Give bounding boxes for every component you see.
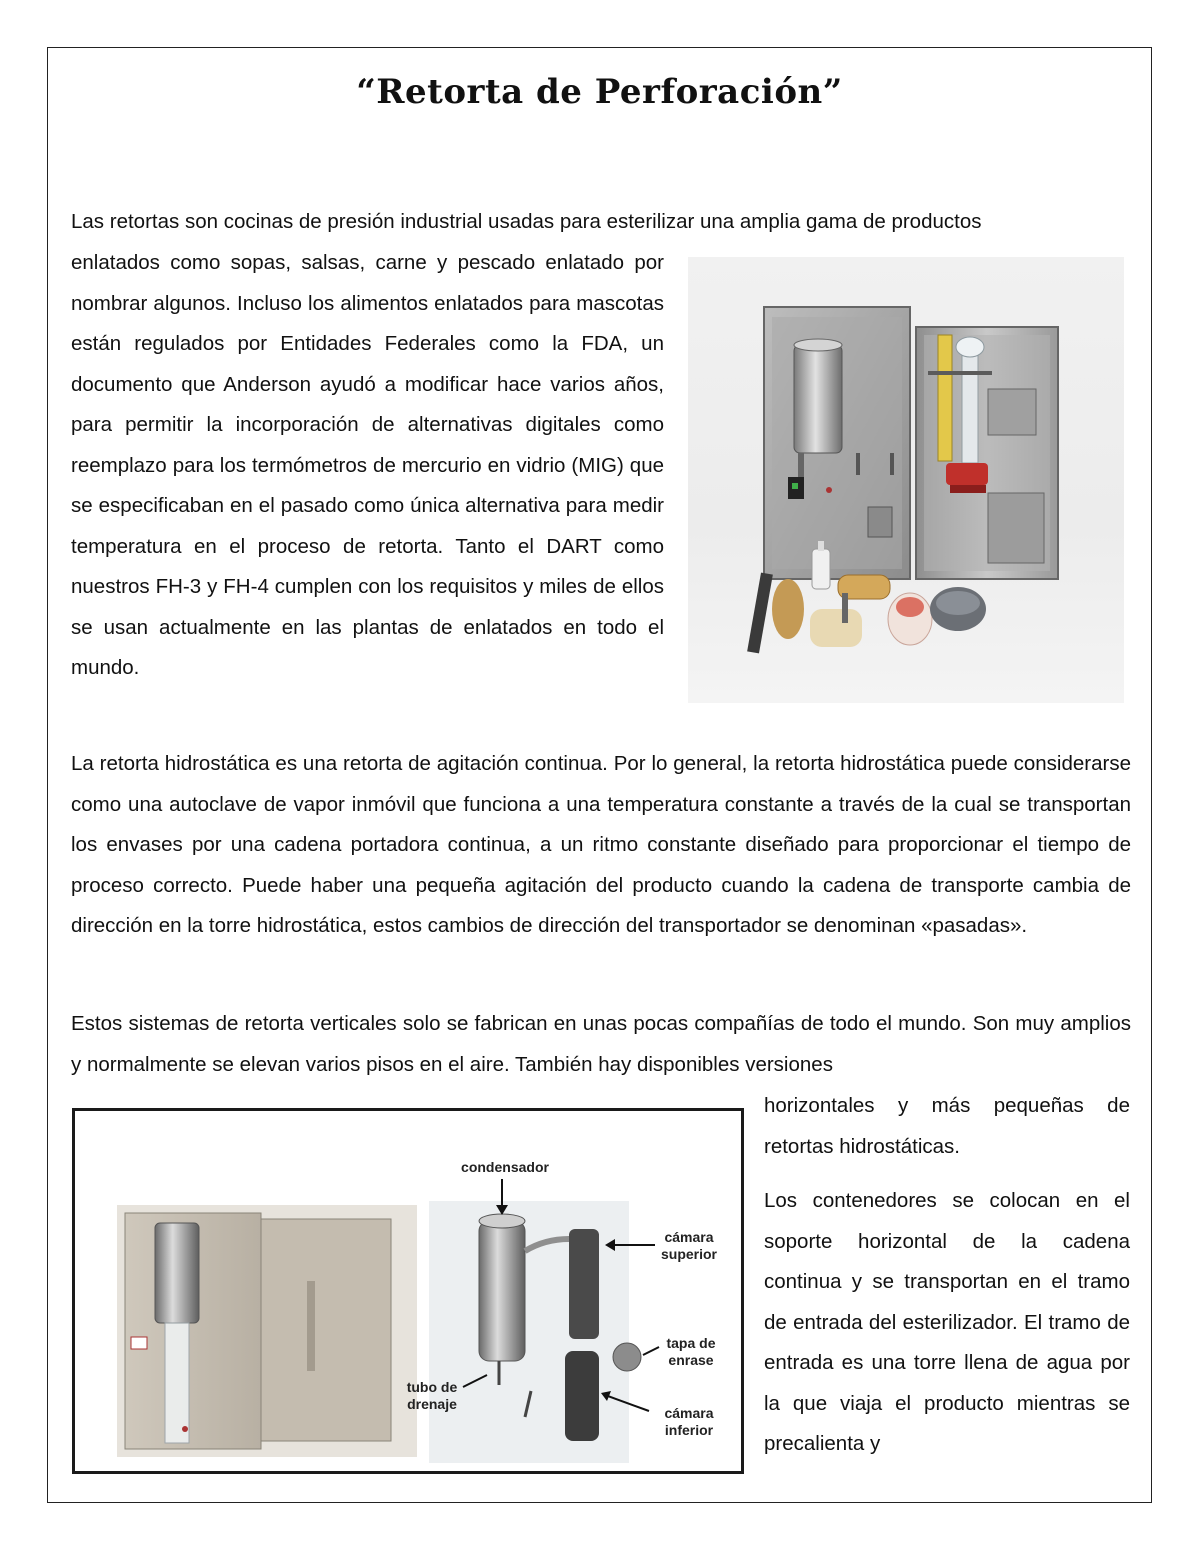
label-camara-inferior: cámara inferior bbox=[664, 1405, 714, 1438]
document-title: “Retorta de Perforación” bbox=[356, 72, 843, 112]
paragraph-2: La retorta hidrostática es una retorta de agitación continua. Por lo general, la retorta hidrostática puede considerarse como una autoclave de vapor inmóvil que funciona a una temperatura constante a través de la cual se transportan los envases por una cadena portadora continua, a un ritmo constante diseñado para proporcionar el tiempo de proceso correcto. Puede haber una pequeña agitación del producto cuando la cadena de transporte cambia de dirección en la torre hidrostática, estos cambios de dirección del transportador se denominan «pasadas». bbox=[71, 752, 1131, 937]
paragraph-1-continued: enlatados como sopas, salsas, carne y pescado enlatado por nombrar algunos. Incluso los alimentos enlatados para mascotas están regulados por Entidades Federales como la FDA, un documento que Anderson ayudó a modificar hace varios años, para permitir la incorporación de alternativas digitales como reemplazo para los termómetros de mercurio en vidrio (MIG) que se especificaban en el pasado como única alternativa para medir temperatura en el proceso de retorta. Tanto el DART como nuestros FH-3 y FH-4 cumplen con los requisitos y miles de ellos se usan actualmente en las plantas de enlatados en todo el mundo. bbox=[71, 251, 664, 679]
retort-cabinet-photo bbox=[688, 257, 1124, 703]
retort-parts-diagram bbox=[72, 1108, 744, 1474]
paragraph-3-narrow: horizontales y más pequeñas de retortas hidrostáticas. bbox=[764, 1094, 1130, 1158]
paragraph-1-first-line: Las retortas son cocinas de presión industrial usadas para esterilizar una amplia gama de productos bbox=[71, 210, 982, 233]
label-condensador: condensador bbox=[461, 1159, 549, 1175]
label-tubo-de-drenaje: tubo de drenaje bbox=[406, 1379, 458, 1412]
label-camara-superior: cámara superior bbox=[660, 1229, 717, 1262]
paragraph-3-wide: Estos sistemas de retorta verticales solo se fabrican en unas pocas compañías de todo el mundo. Son muy amplios y normalmente se elevan varios pisos en el aire. También hay disponibles versiones bbox=[71, 1012, 1131, 1076]
label-tapa-de-enrase: tapa de enrase bbox=[666, 1335, 716, 1368]
paragraph-4: Los contenedores se colocan en el soporte horizontal de la cadena continua y se transportan en el tramo de entrada del esterilizador. El tramo de entrada es una torre llena de agua por la que viaja el producto mientras se precalienta y bbox=[764, 1189, 1130, 1455]
